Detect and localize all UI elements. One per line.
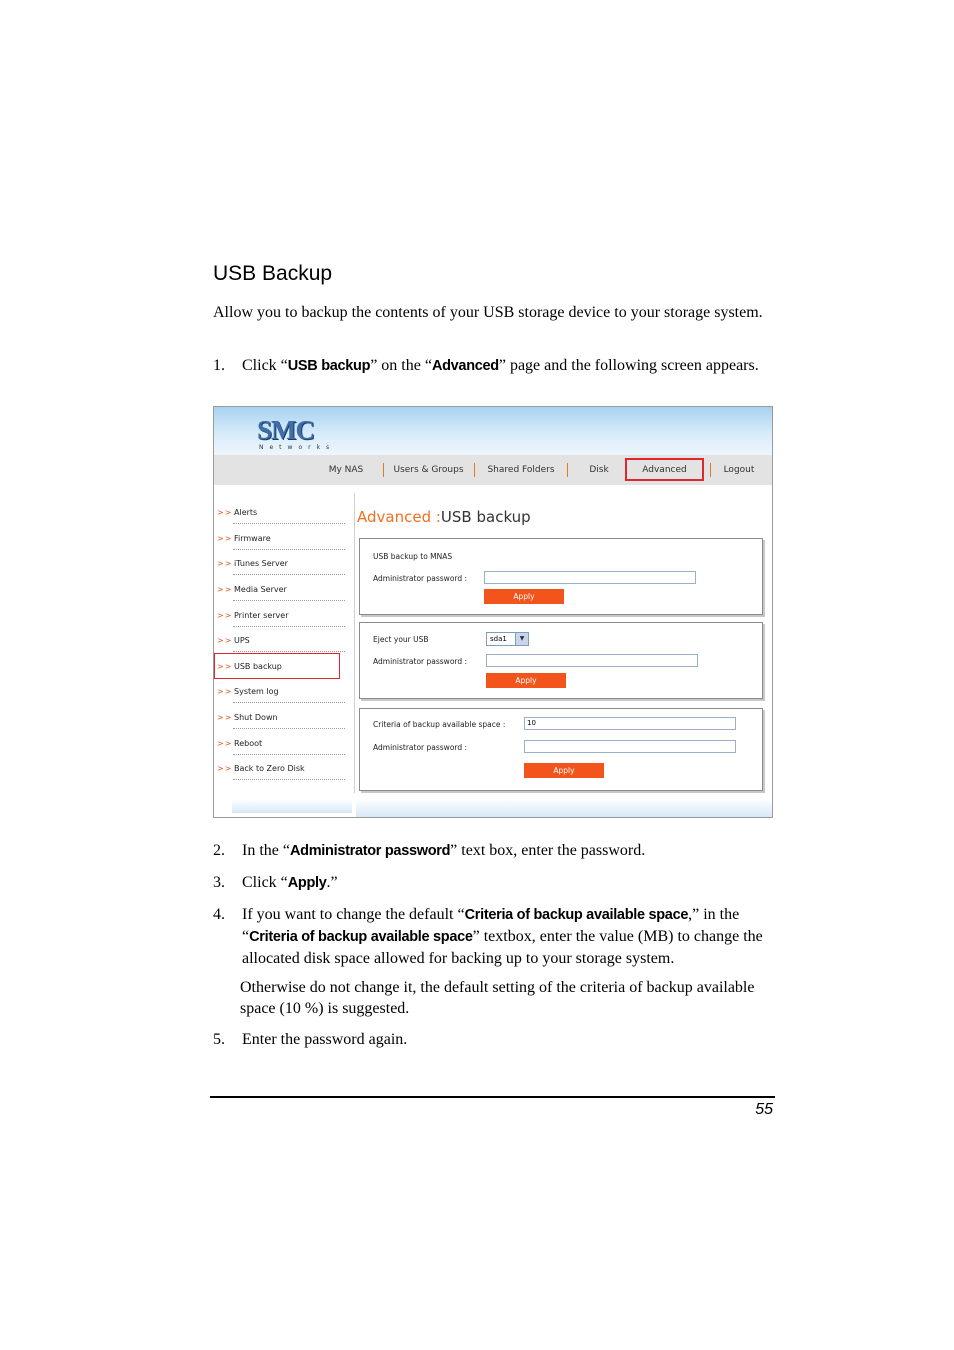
sidebar-item-printer-server[interactable] bbox=[214, 606, 349, 631]
step-number: 1. bbox=[213, 357, 225, 374]
step-4 bbox=[213, 904, 778, 969]
admin-password-input[interactable] bbox=[486, 654, 698, 667]
arrow-icon: >> bbox=[217, 559, 233, 568]
step-text: ” text box, enter the password. bbox=[450, 842, 646, 859]
step-text: ” textbox, enter the value (MB) to change the allocated disk space allowed for backing up to your storage system. bbox=[242, 928, 763, 967]
nav-separator bbox=[567, 463, 568, 477]
sidebar-item-label: Firmware bbox=[234, 534, 271, 543]
usb-backup-screenshot bbox=[213, 406, 773, 818]
keyword: USB backup bbox=[287, 358, 371, 374]
admin-password-label: Administrator password : bbox=[373, 574, 468, 583]
footer-rule bbox=[210, 1096, 775, 1098]
arrow-icon: >> bbox=[217, 713, 233, 722]
arrow-icon: >> bbox=[217, 636, 233, 645]
step-number: 2. bbox=[213, 842, 225, 859]
sidebar-item-reboot[interactable] bbox=[214, 734, 349, 759]
sidebar-item-system-log[interactable] bbox=[214, 682, 349, 707]
sidebar-item-label: USB backup bbox=[234, 662, 282, 671]
eject-usb-select[interactable] bbox=[486, 632, 529, 646]
panel-heading: USB backup to MNAS bbox=[373, 552, 453, 561]
smc-logo: SMC bbox=[257, 415, 314, 445]
keyword: Administrator password bbox=[289, 843, 451, 859]
sidebar-footer-gradient bbox=[232, 799, 352, 813]
apply-button[interactable]: Apply bbox=[524, 763, 604, 778]
sidebar-item-label: UPS bbox=[234, 636, 250, 645]
admin-password-label: Administrator password : bbox=[373, 657, 468, 666]
nav-separator bbox=[710, 463, 711, 477]
logo-subtitle: Networks bbox=[259, 444, 336, 451]
sidebar-item-label: Shut Down bbox=[234, 713, 278, 722]
eject-usb-label: Eject your USB bbox=[373, 635, 429, 644]
step-text: ” on the “ bbox=[370, 357, 432, 374]
nav-separator bbox=[474, 463, 475, 477]
apply-button[interactable]: Apply bbox=[484, 589, 564, 604]
admin-password-input[interactable] bbox=[484, 571, 696, 584]
nav-users-groups[interactable]: Users & Groups bbox=[393, 465, 464, 475]
keyword: Criteria of backup available space bbox=[464, 907, 689, 923]
step-number: 5. bbox=[213, 1031, 225, 1048]
sidebar-item-media-server[interactable] bbox=[214, 580, 349, 605]
content-title bbox=[357, 508, 531, 526]
arrow-icon: >> bbox=[217, 585, 233, 594]
sidebar-item-label: Printer server bbox=[234, 611, 289, 620]
sidebar-item-shut-down[interactable] bbox=[214, 708, 349, 733]
nav-logout[interactable]: Logout bbox=[723, 465, 755, 475]
eject-usb-panel bbox=[359, 622, 763, 699]
criteria-input[interactable]: 10 bbox=[524, 717, 736, 730]
keyword: Advanced bbox=[431, 358, 499, 374]
app-header bbox=[214, 407, 772, 455]
sidebar-item-label: Reboot bbox=[234, 739, 263, 748]
admin-password-input[interactable] bbox=[524, 740, 736, 753]
arrow-icon: >> bbox=[217, 662, 233, 671]
section-label: Advanced : bbox=[357, 508, 441, 526]
nav-my-nas[interactable]: My NAS bbox=[328, 465, 364, 475]
arrow-icon: >> bbox=[217, 508, 233, 517]
sidebar-divider bbox=[354, 493, 355, 793]
sidebar-item-itunes-server[interactable] bbox=[214, 554, 349, 579]
step-text: Enter the password again. bbox=[242, 1031, 408, 1048]
step-text: If you want to change the default “ bbox=[242, 906, 465, 923]
sidebar-item-label: Media Server bbox=[234, 585, 287, 594]
step-text: .” bbox=[326, 874, 338, 891]
page-number: 55 bbox=[755, 1101, 773, 1118]
step-text: ,” in the “ bbox=[242, 906, 740, 945]
usb-backup-panel bbox=[359, 538, 763, 615]
step-3 bbox=[213, 872, 778, 894]
advanced-highlight-box bbox=[625, 458, 704, 481]
sidebar-item-label: iTunes Server bbox=[234, 559, 288, 568]
arrow-icon: >> bbox=[217, 764, 233, 773]
apply-button[interactable]: Apply bbox=[486, 673, 566, 688]
admin-password-label: Administrator password : bbox=[373, 743, 468, 752]
criteria-panel bbox=[359, 708, 763, 791]
criteria-label: Criteria of backup available space : bbox=[373, 720, 506, 729]
step-5 bbox=[213, 1029, 778, 1050]
sidebar-item-label: Back to Zero Disk bbox=[234, 764, 305, 773]
sidebar-item-label: Alerts bbox=[234, 508, 258, 517]
step-text: In the “ bbox=[242, 842, 290, 859]
keyword: Apply bbox=[287, 875, 327, 891]
keyword: Criteria of backup available space bbox=[249, 929, 473, 945]
step-text: ” page and the following screen appears. bbox=[498, 357, 759, 374]
step-text: Click “ bbox=[242, 874, 288, 891]
section-title: USB Backup bbox=[213, 262, 333, 285]
nav-advanced[interactable]: Advanced bbox=[642, 465, 687, 475]
chevron-down-icon: ▼ bbox=[515, 633, 528, 645]
sidebar-item-firmware[interactable] bbox=[214, 529, 349, 554]
content-footer-gradient bbox=[356, 799, 772, 817]
select-value: sda1 bbox=[490, 635, 507, 643]
arrow-icon: >> bbox=[217, 687, 233, 696]
step-text: Click “ bbox=[242, 357, 288, 374]
nav-disk[interactable]: Disk bbox=[589, 465, 609, 475]
sidebar-item-back-to-zero-disk[interactable] bbox=[214, 759, 349, 784]
nav-shared-folders[interactable]: Shared Folders bbox=[487, 465, 555, 475]
step-2 bbox=[213, 840, 778, 862]
sidebar-item-alerts[interactable] bbox=[214, 503, 349, 528]
nav-separator bbox=[383, 463, 384, 477]
sidebar-item-label: System log bbox=[234, 687, 279, 696]
usb-backup-highlight-box bbox=[214, 653, 340, 679]
intro-paragraph: Allow you to backup the contents of your USB storage device to your storage system. bbox=[213, 304, 763, 321]
note-paragraph: Otherwise do not change it, the default setting of the criteria of backup available space (10 %) is suggested. bbox=[240, 979, 755, 1017]
page-label: USB backup bbox=[440, 508, 531, 526]
step-1 bbox=[213, 355, 778, 377]
arrow-icon: >> bbox=[217, 611, 233, 620]
step-number: 3. bbox=[213, 874, 225, 891]
arrow-icon: >> bbox=[217, 739, 233, 748]
arrow-icon: >> bbox=[217, 534, 233, 543]
step-number: 4. bbox=[213, 906, 225, 923]
